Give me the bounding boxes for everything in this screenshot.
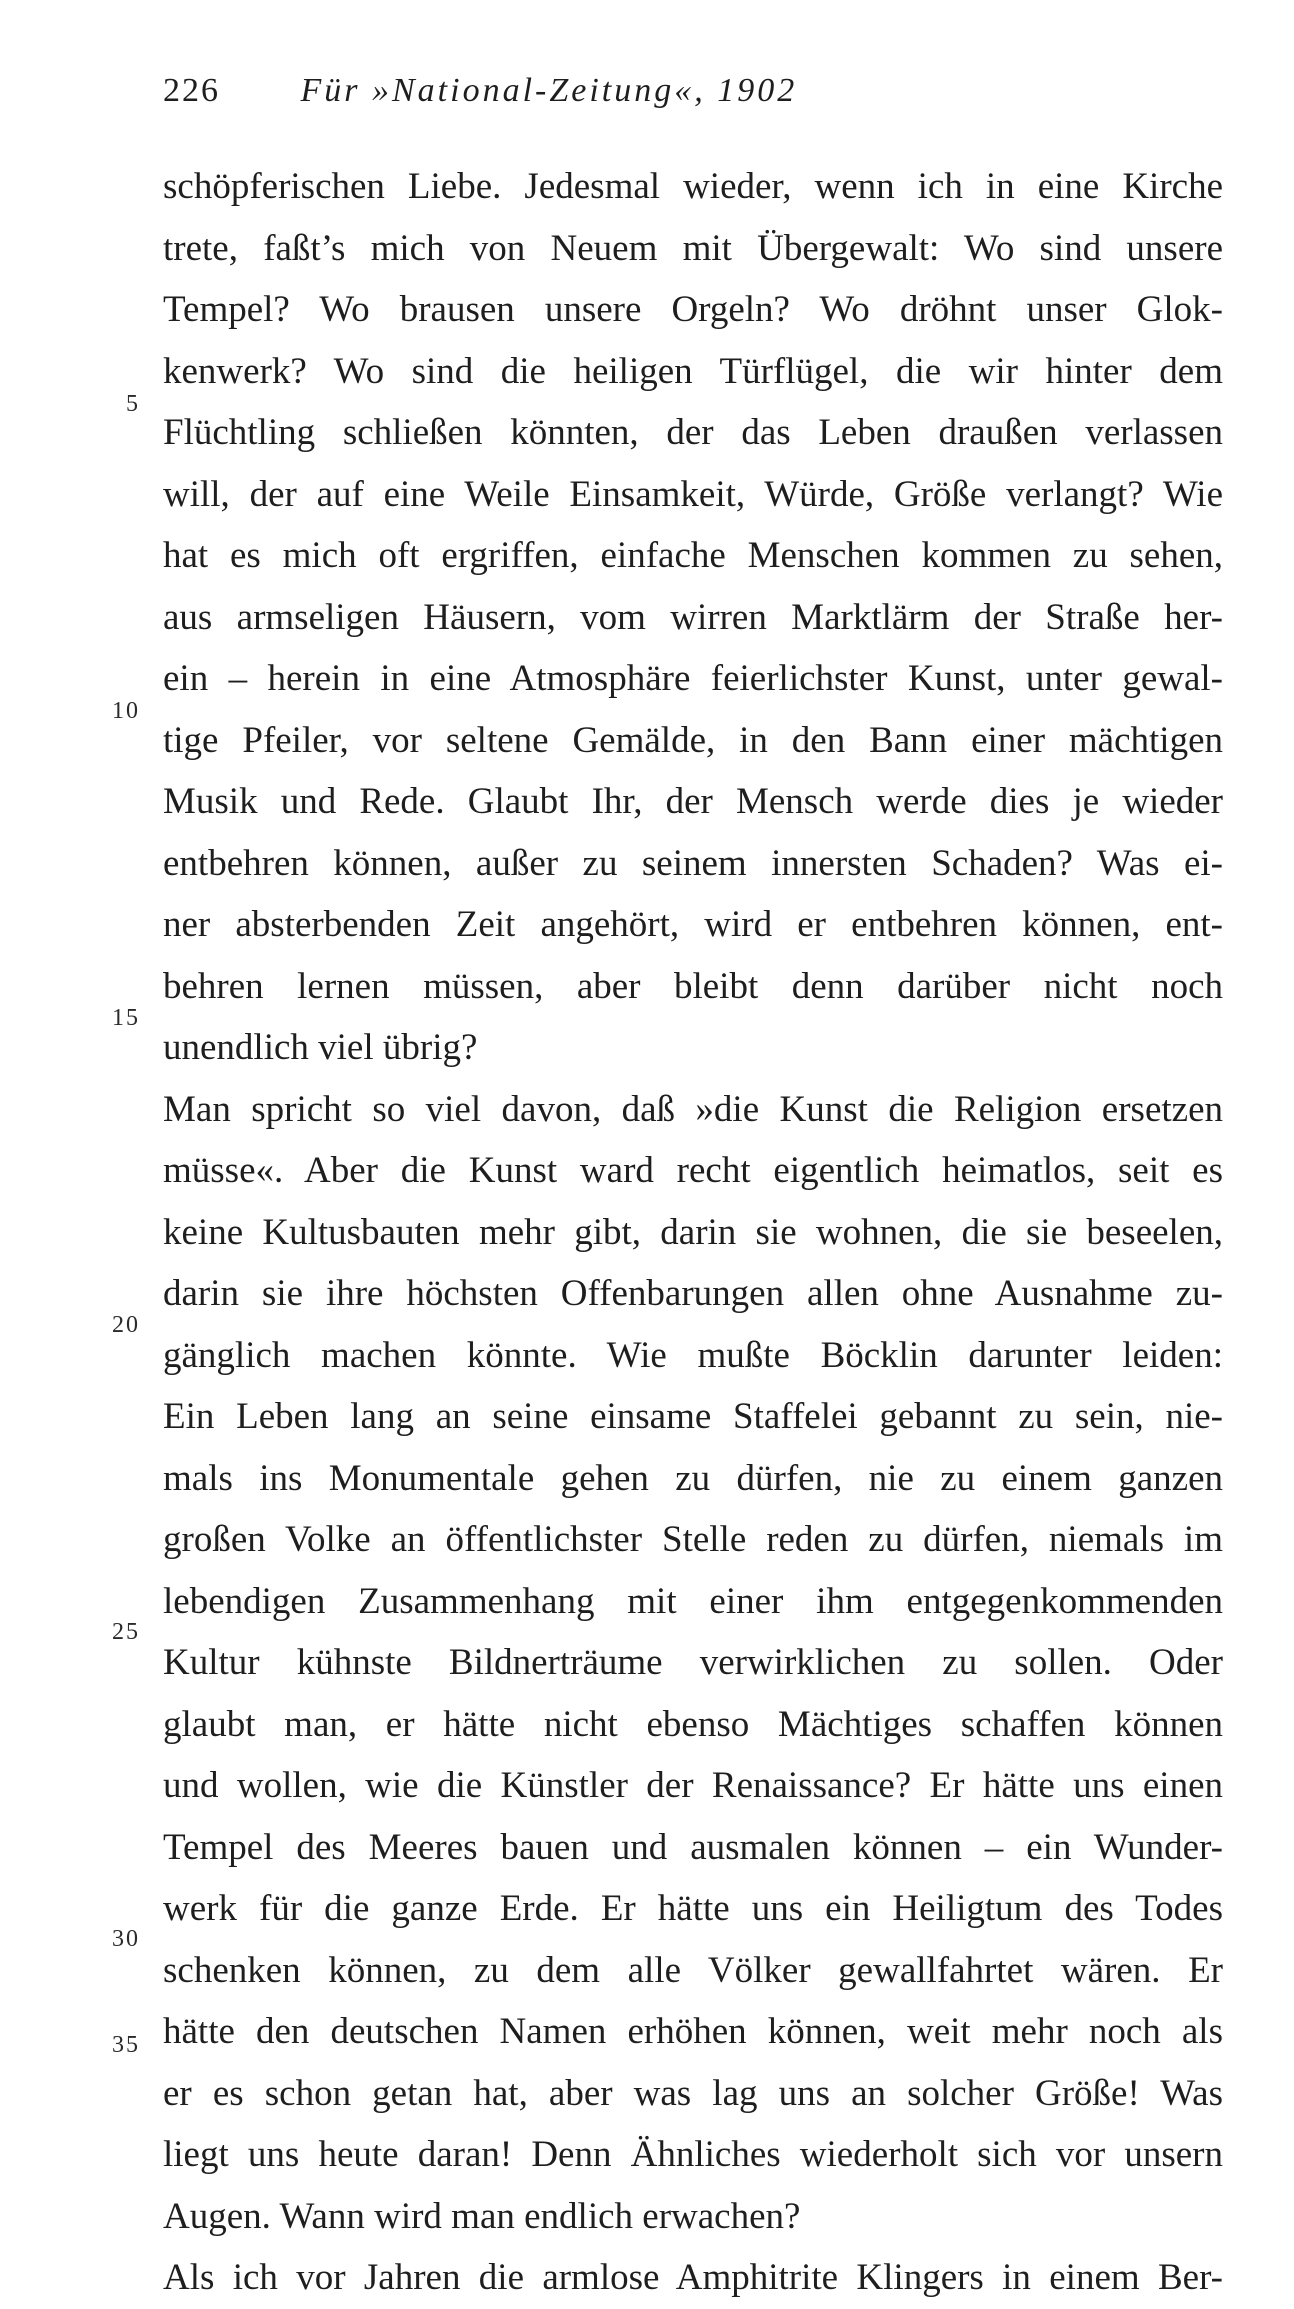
text-line: ein – herein in eine Atmosphäre feierlichster Kunst, unter gewal- <box>163 658 1223 699</box>
text-line: glaubt man, er hätte nicht ebenso Mächtiges schaffen können <box>163 1703 1223 1745</box>
text-line: Tempel des Meeres bauen und ausmalen können – ein Wunder- <box>163 1826 1223 1868</box>
text-line: liegt uns heute daran! Denn Ähnliches wiederholt sich vor unsern <box>163 2134 1223 2175</box>
text-line: schenken können, zu dem alle Völker gewallfahrtet wären. Er <box>163 1949 1223 1991</box>
text-line: Tempel? Wo brausen unsere Orgeln? Wo dröhnt unser Glok- <box>163 289 1223 330</box>
line-number: 15 <box>112 1005 140 1031</box>
text-line: darin sie ihre höchsten Offenbarungen allen ohne Ausnahme zu- <box>163 1273 1223 1314</box>
text-line: keine Kultusbauten mehr gibt, darin sie wohnen, die sie beseelen, <box>163 1211 1223 1253</box>
text-line: tige Pfeiler, vor seltene Gemälde, in den Bann einer mächtigen <box>163 719 1223 761</box>
text-line: hat es mich oft ergriffen, einfache Menschen kommen zu sehen, <box>163 535 1223 576</box>
text-line: schöpferischen Liebe. Jedesmal wieder, wenn ich in eine Kirche <box>163 166 1223 207</box>
line-number: 5 <box>126 391 140 417</box>
text-line: Flüchtling schließen könnten, der das Leben draußen verlassen <box>163 412 1223 453</box>
text-line: er es schon getan hat, aber was lag uns an solcher Größe! Was <box>163 2072 1223 2114</box>
text-line: Als ich vor Jahren die armlose Amphitrite Klingers in einem Ber- <box>163 2257 1223 2298</box>
line-number: 25 <box>112 1619 140 1645</box>
text-line: behren lernen müssen, aber bleibt denn darüber nicht noch <box>163 965 1223 1007</box>
body-text <box>163 156 1223 2309</box>
text-line: mals ins Monumentale gehen zu dürfen, nie zu einem ganzen <box>163 1457 1223 1499</box>
text-line: Musik und Rede. Glaubt Ihr, der Mensch werde dies je wieder <box>163 781 1223 822</box>
line-number: 35 <box>112 2032 140 2058</box>
text-line: lebendigen Zusammenhang mit einer ihm entgegenkommenden <box>163 1580 1223 1622</box>
text-line: gänglich machen könnte. Wie mußte Böcklin darunter leiden: <box>163 1334 1223 1376</box>
text-line: großen Volke an öffentlichster Stelle reden zu dürfen, niemals im <box>163 1519 1223 1560</box>
line-numbers <box>0 0 140 2209</box>
text-line: hätte den deutschen Namen erhöhen können, weit mehr noch als <box>163 2011 1223 2052</box>
text-line: Augen. Wann wird man endlich erwachen? <box>163 2195 801 2237</box>
text-line: unendlich viel übrig? <box>163 1027 478 1068</box>
text-line: entbehren können, außer zu seinem innersten Schaden? Was ei- <box>163 842 1223 884</box>
text-line: will, der auf eine Weile Einsamkeit, Würde, Größe verlangt? Wie <box>163 473 1223 515</box>
text-line: ner absterbenden Zeit angehört, wird er entbehren können, ent- <box>163 904 1223 945</box>
text-line: kenwerk? Wo sind die heiligen Türflügel, die wir hinter dem <box>163 350 1223 392</box>
text-line: aus armseligen Häusern, vom wirren Marktlärm der Straße her- <box>163 596 1223 638</box>
line-number: 30 <box>112 1926 140 1952</box>
running-head <box>163 72 1223 122</box>
text-line: und wollen, wie die Künstler der Renaissance? Er hätte uns einen <box>163 1765 1223 1806</box>
text-line: trete, faßt’s mich von Neuem mit Übergewalt: Wo sind unsere <box>163 227 1223 269</box>
text-line: Kultur kühnste Bildnerträume verwirklichen zu sollen. Oder <box>163 1642 1223 1683</box>
text-line: Man spricht so viel davon, daß »die Kunst die Religion ersetzen <box>163 1088 1223 1130</box>
page-number: 226 <box>163 72 220 109</box>
line-number: 10 <box>112 698 140 724</box>
text-line: müsse«. Aber die Kunst ward recht eigentlich heimatlos, seit es <box>163 1150 1223 1191</box>
line-number: 20 <box>112 1312 140 1338</box>
running-title: Für »National-Zeitung«, 1902 <box>300 72 798 109</box>
text-line: Ein Leben lang an seine einsame Staffelei gebannt zu sein, nie- <box>163 1396 1223 1437</box>
text-line: werk für die ganze Erde. Er hätte uns ein Heiligtum des Todes <box>163 1888 1223 1929</box>
